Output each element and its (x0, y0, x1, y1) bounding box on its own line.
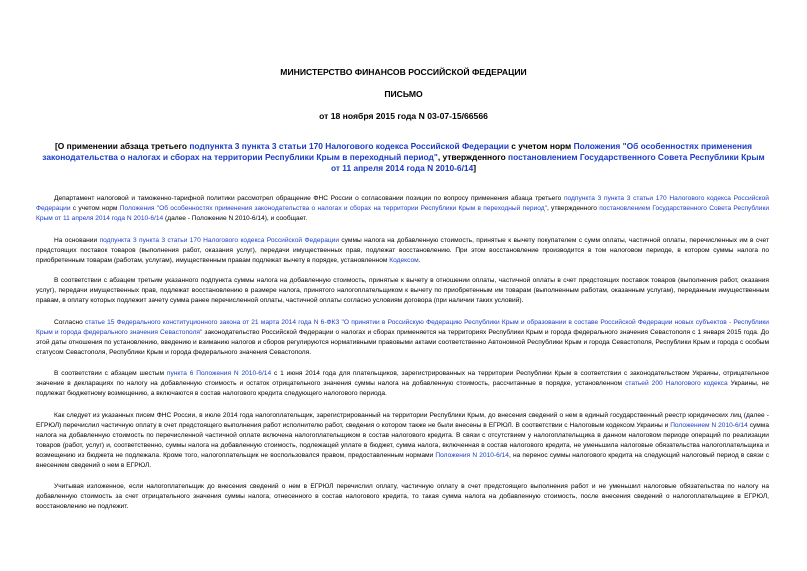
paragraph-text: суммы налога на добавленную стоимость, принятые к вычету покупателем с сумм оплаты, частичной оплаты, перечисленных им в счет предстоящих поставок товаров (выполнения работ, оказания услуг), передачи имущественных прав, подлежат восстановлению. При этом восстановление производится в том налоговом периоде, в котором суммы налога по приобретенным товарам (работам, услугам), имущественным правам подлежат вычету в порядке, установленном (36, 237, 769, 264)
link-state-council-resolution[interactable]: постановлением Государственного Совета Республики Крым от 11 апреля 2014 года N 2010-6/14 (330, 152, 765, 173)
link-tax-code-article-170[interactable]: подпункта 3 пункта 3 статьи 170 Налогового кодекса Российской Федерации (189, 141, 509, 151)
paragraph-6 (36, 411, 769, 471)
paragraph-4 (36, 318, 769, 358)
paragraph-text: На основании (54, 237, 100, 244)
title-text: ] (473, 163, 477, 173)
title-text: , утвержденного (437, 152, 509, 162)
document-title (40, 141, 767, 174)
link-regulation-2010-6-14[interactable]: Положения N 2010-6/14 (435, 452, 509, 459)
document-date-number: от 18 ноября 2015 года N 03-07-15/66566 (319, 111, 488, 121)
paragraph-5 (36, 369, 769, 399)
paragraph-text: Как следует из указанных писем ФНС России, в июле 2014 года налогоплательщик, зарегистрированный на территории Республики Крым, до внесения сведений о нем в единый государственный реестр юридических лиц (далее - ЕГРЮЛ) перечислил частичную оплату в счет предстоящего выполнения работ исполнителю работ, сведения о котором также не были внесены в ЕГРЮЛ. В соответствии с Налоговым кодексом Украины и (36, 412, 769, 429)
paragraph-text: Согласно (54, 319, 86, 326)
paragraph-7 (36, 482, 769, 512)
paragraph-text: . (418, 257, 421, 264)
paragraph-text: Учитывая изложенное, если налогоплательщик до внесения сведений о нем в ЕГРЮЛ перечислил оплату, частичную оплату в счет предстоящего выполнения работ и не уменьшил налоговые обязательства по налогу на добавленную стоимость за счет отрицательного значения суммы налога, отнесенного в состав налогового кредита, то такая сумма налога на добавленную стоимость, после внесения сведений о налогоплательщике в ЕГРЮЛ, восстановлению не подлежит. (36, 483, 769, 510)
paragraph-text: Украины, не подлежат бюджетному возмещению, а включаются в состав налогового кредита следующего налогового периода. (36, 380, 769, 397)
link-regulation-crimea[interactable]: Положения "Об особенностях применения законодательства о налогах и сборах на территории Республики Крым в переходный период" (42, 141, 752, 162)
link-tax-code-article-170[interactable]: подпункта 3 пункта 3 статьи 170 Налогового кодекса Российской Федерации (36, 195, 769, 212)
paragraph-text: В соответствии с абзацем шестым (54, 370, 167, 377)
link-regulation-crimea[interactable]: Положения "Об особенностях применения законодательства о налогах и сборах на территории Республики Крым в переходный период" (119, 205, 547, 212)
paragraph-text: с учетом норм (70, 205, 120, 212)
paragraph-2 (36, 236, 769, 266)
link-tax-code-article-170[interactable]: подпункта 3 пункта 3 статьи 170 Налогового кодекса Российской Федерации (99, 237, 340, 244)
link-federal-constitutional-law[interactable]: статье 15 Федерального конституционного закона от 21 марта 2014 года N 6-ФКЗ "О принятии в Российскую Федерацию Республики Крым и образовании в составе Российской Федерации новых субъектов - Республики Крым и города федерального значения Севастополя" (36, 319, 769, 336)
title-text: [О применении абзаца третьего (55, 141, 190, 151)
paragraph-text: , утвержденного (546, 205, 600, 212)
link-regulation-point-6[interactable]: пункта 6 Положения N 2010-6/14 (166, 370, 272, 377)
link-tax-code[interactable]: Кодексом (389, 257, 419, 264)
title-text: с учетом норм (508, 141, 574, 151)
link-state-council-resolution[interactable]: постановлением Государственного Совета Республики Крым от 11 апреля 2014 года N 2010-6/14 (36, 205, 770, 222)
link-regulation-2010-6-14[interactable]: Положением N 2010-6/14 (670, 422, 748, 429)
paragraph-1 (36, 194, 769, 224)
paragraph-text: Департамент налоговой и таможенно-тарифной политики рассмотрел обращение ФНС России о согласовании позиции по вопросу применения абзаца третьего (54, 195, 564, 202)
paragraph-3 (36, 276, 769, 306)
ministry-heading: МИНИСТЕРСТВО ФИНАНСОВ РОССИЙСКОЙ ФЕДЕРАЦИИ (280, 67, 527, 77)
paragraph-text: (далее - Положение N 2010-6/14), и сообщает. (163, 215, 308, 222)
paragraph-text: с 1 июня 2014 года для плательщиков, зарегистрированных на территории Республики Крым в соответствии с законодательством Украины, отрицательное значение в декларациях по налогу на добавленную стоимость и остаток отрицательного значения суммы налога на добавленную стоимость, рассчитанные в порядке, установленном (36, 370, 769, 387)
paragraph-text: сумма налога на добавленную стоимость по перечисленной частичной оплате включена налогоплательщиком в состав налогового кредита. В связи с отсутствием у налогоплательщика в данном налоговом периоде операций по реализации товаров (работ, услуг) и, соответственно, суммы налога на добавленную стоимость, подлежащей уплате в бюджет, сумма налога, включенная в состав налогового кредита, не уменьшила налоговые обязательства налогоплательщика и возмещению из бюджета не подлежала. Кроме того, налогоплательщик не воспользовался правом, предоставленным нормами (36, 422, 769, 459)
paragraph-text: В соответствии с абзацем третьим указанного подпункта суммы налога на добавленную стоимость, принятые к вычету в отношении оплаты, частичной оплаты в счет предстоящих поставок товаров (выполнения работ, оказания услуг), передачи имущественных прав, подлежат восстановлению в размере налога, принятого налогоплательщиком к вычету по приобретенным им товарам (выполненным работам, оказанным услугам), переданным имущественным правам, в оплату которых подлежит зачету сумма ранее перечисленной оплаты, частичной оплаты согласно условиям договора (при наличии таких условий). (36, 277, 769, 304)
paragraph-text: , на перенос суммы налогового кредита на следующий налоговый период в связи с внесением сведений о нем в ЕГРЮЛ. (36, 452, 769, 469)
document-type: ПИСЬМО (384, 89, 423, 99)
link-ukraine-tax-code-article-200[interactable]: статьей 200 Налогового кодекса (625, 380, 728, 387)
paragraph-text: законодательство Российской Федерации о налогах и сборах применяется на территориях Республики Крым и города федерального значения Севастополя с 1 января 2015 года. До этой даты отношения по установлению, введению и взиманию налогов и сборов регулируются нормативными правовыми актами соответственно Автономной Республики Крым и города Севастополя, Республики Крым и города с особым статусом Севастополя, Республики Крым и города федерального значения Севастополя. (36, 329, 769, 356)
